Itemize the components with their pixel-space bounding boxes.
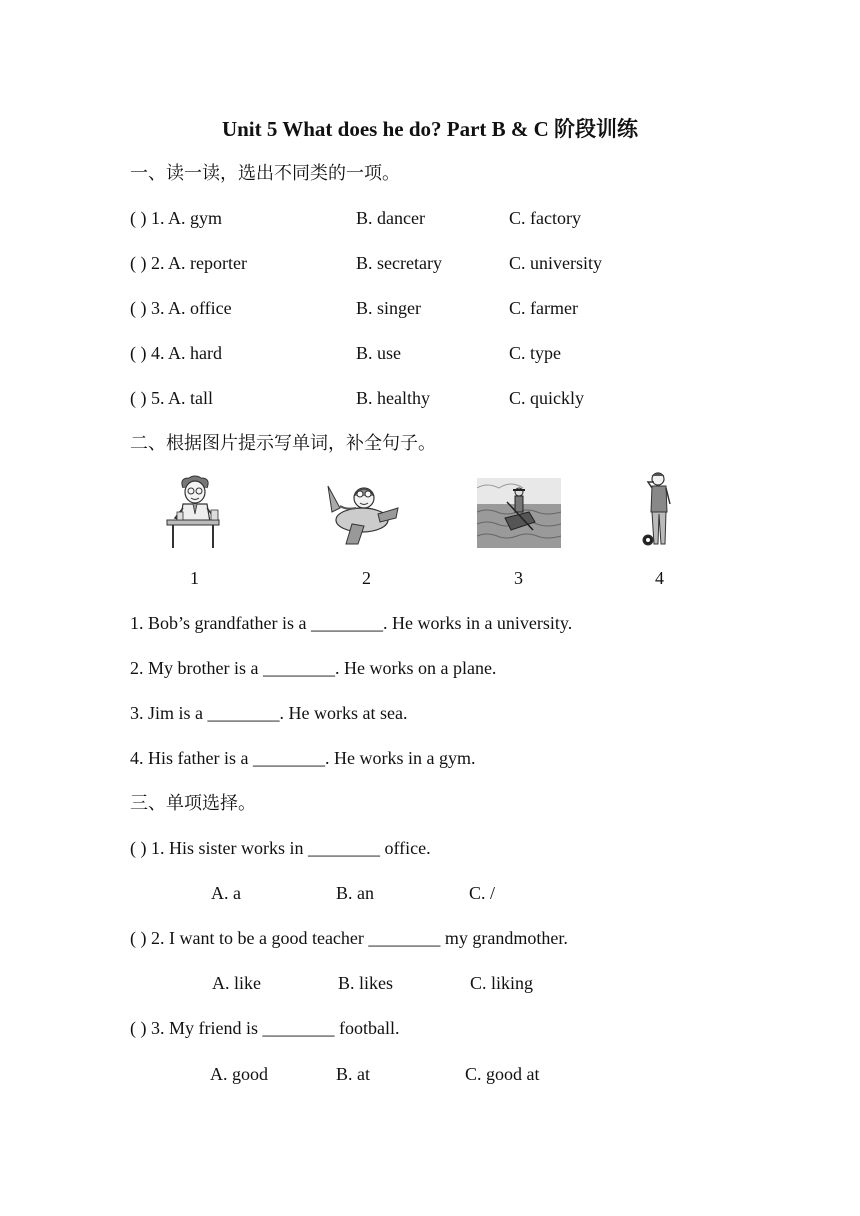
- s1-item-4-c: C. type: [509, 343, 561, 363]
- s3-q2-option-b: B. likes: [338, 973, 394, 993]
- picture-label-1: 1: [190, 568, 199, 588]
- s1-item-2-a: ( ) 2. A. reporter: [130, 253, 247, 273]
- fisherman-picture: [477, 478, 561, 548]
- coach-picture: [640, 470, 676, 548]
- s1-item-4-a: ( ) 4. A. hard: [130, 343, 222, 363]
- s3-q1-option-b: B. an: [336, 883, 374, 903]
- s1-item-5-c: C. quickly: [509, 388, 584, 408]
- s1-item-1-a: ( ) 1. A. gym: [130, 208, 222, 228]
- s2-sentence-2: 2. My brother is a ________. He works on a plane.: [130, 658, 497, 678]
- s2-sentence-4: 4. His father is a ________. He works in a gym.: [130, 748, 476, 768]
- s3-q2-option-c: C. liking: [470, 973, 534, 993]
- s1-item-3-c: C. farmer: [509, 298, 578, 318]
- s3-question-2: ( ) 2. I want to be a good teacher ________ my grandmother.: [130, 928, 568, 948]
- s1-item-3-a: ( ) 3. A. office: [130, 298, 232, 318]
- picture-label-4: 4: [655, 568, 664, 588]
- s3-q3-option-b: B. at: [336, 1064, 370, 1084]
- s1-item-3-b: B. singer: [356, 298, 421, 318]
- s3-q1-option-c: C. /: [469, 883, 496, 903]
- s1-item-1-b: B. dancer: [356, 208, 425, 228]
- s1-item-5-b: B. healthy: [356, 388, 430, 408]
- section1-heading: 一、读一读，选出不同类的一项。: [130, 163, 400, 183]
- s1-item-2-c: C. university: [509, 253, 602, 273]
- s3-q1-option-a: A. a: [211, 883, 241, 903]
- s1-item-4-b: B. use: [356, 343, 401, 363]
- s3-question-3: ( ) 3. My friend is ________ football.: [130, 1018, 400, 1038]
- s1-item-2-b: B. secretary: [356, 253, 442, 273]
- s3-q2-option-a: A. like: [212, 973, 261, 993]
- section2-heading: 二、根据图片提示写单词，补全句子。: [130, 433, 436, 453]
- pilot-picture: [322, 478, 400, 546]
- picture-label-2: 2: [362, 568, 371, 588]
- s1-item-1-c: C. factory: [509, 208, 581, 228]
- s3-question-1: ( ) 1. His sister works in ________ office.: [130, 838, 431, 858]
- page-title: Unit 5 What does he do? Part B & C 阶段训练: [221, 117, 639, 141]
- picture-label-3: 3: [514, 568, 523, 588]
- s2-sentence-3: 3. Jim is a ________. He works at sea.: [130, 703, 408, 723]
- s3-q3-option-a: A. good: [210, 1064, 268, 1084]
- s1-item-5-a: ( ) 5. A. tall: [130, 388, 213, 408]
- scientist-picture: [165, 474, 225, 550]
- section3-heading: 三、单项选择。: [130, 793, 256, 813]
- s3-q3-option-c: C. good at: [465, 1064, 540, 1084]
- s2-sentence-1: 1. Bob’s grandfather is a ________. He works in a university.: [130, 613, 573, 633]
